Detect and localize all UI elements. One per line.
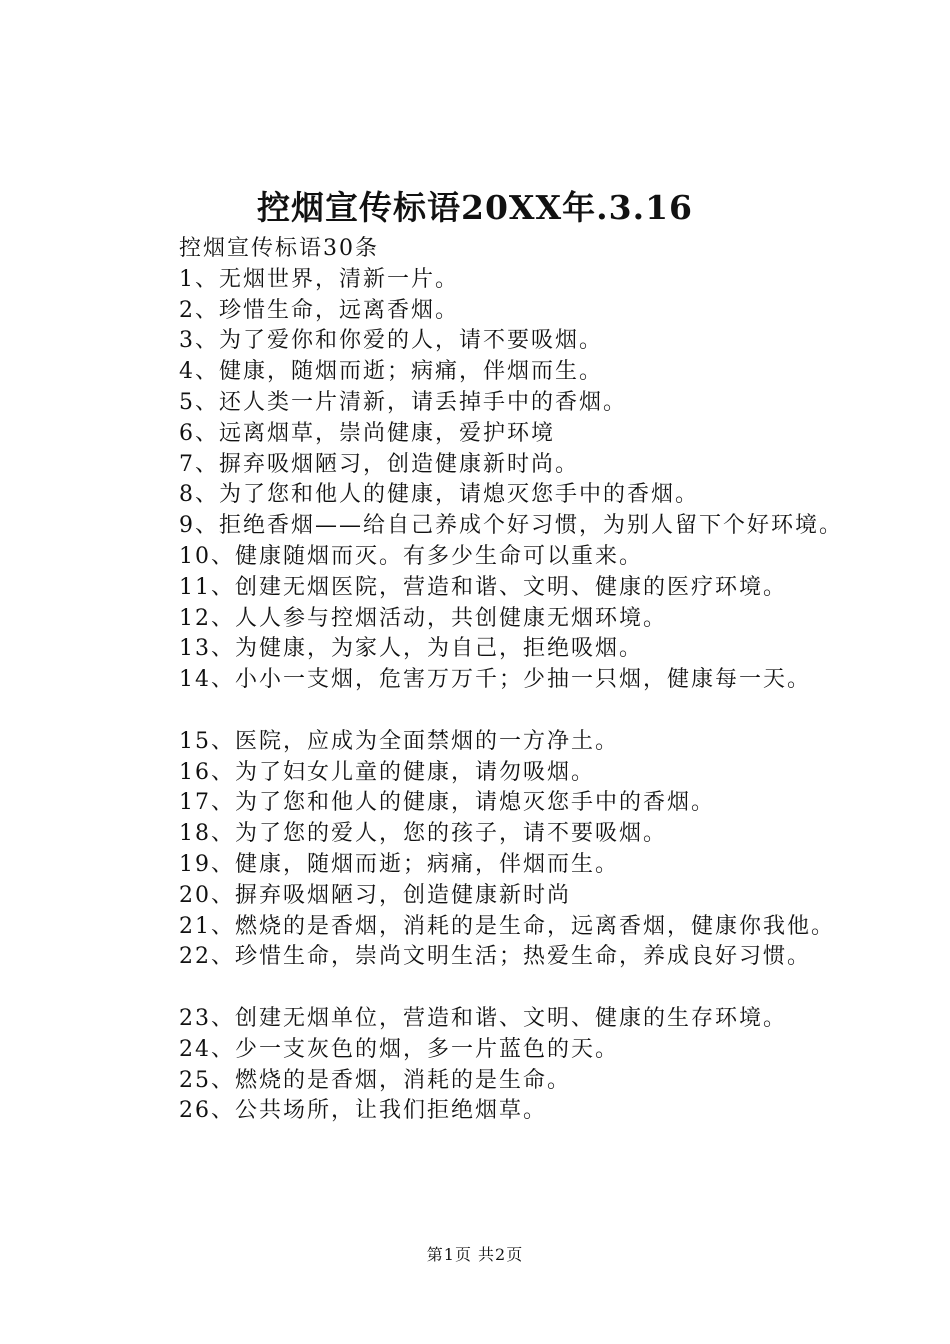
list-item: 4、健康，随烟而逝；病痛，伴烟而生。 [179,359,603,385]
list-item: 14、小小一支烟，危害万万千；少抽一只烟，健康每一天。 [179,667,811,693]
paragraph-gap [131,696,851,727]
list-item: 17、为了您和他人的健康，请熄灭您手中的香烟。 [179,790,715,816]
list-item: 22、珍惜生命，崇尚文明生活；热爱生命，养成良好习惯。 [179,944,811,970]
list-item: 8、为了您和他人的健康，请熄灭您手中的香烟。 [179,482,699,508]
list-item: 7、摒弃吸烟陋习，创造健康新时尚。 [179,451,579,477]
list-item: 26、公共场所，让我们拒绝烟草。 [179,1098,547,1124]
list-item: 18、为了您的爱人，您的孩子，请不要吸烟。 [179,821,667,847]
list-item: 25、燃烧的是香烟，消耗的是生命。 [179,1067,571,1093]
list-item: 19、健康，随烟而逝；病痛，伴烟而生。 [179,851,619,877]
list-item: 15、医院，应成为全面禁烟的一方净土。 [179,728,619,754]
document-subtitle: 控烟宣传标语30条 [179,236,379,261]
page-footer: 第1页 共2页 [426,1245,524,1264]
document-title: 控烟宣传标语20XX年.3.16 [257,188,693,227]
list-item: 24、少一支灰色的烟，多一片蓝色的天。 [179,1036,619,1062]
list-item: 3、为了爱你和你爱的人，请不要吸烟。 [179,328,603,354]
paragraph-gap [131,973,851,1004]
list-item: 20、摒弃吸烟陋习，创造健康新时尚 [179,882,571,908]
list-item: 23、创建无烟单位，营造和谐、文明、健康的生存环境。 [179,1005,787,1031]
list-item: 13、为健康，为家人，为自己，拒绝吸烟。 [179,636,643,662]
list-item: 9、拒绝香烟——给自己养成个好习惯，为别人留下个好环境。 [179,513,843,539]
list-item: 2、珍惜生命，远离香烟。 [179,297,459,323]
list-item: 12、人人参与控烟活动，共创健康无烟环境。 [179,605,667,631]
list-item: 6、远离烟草，崇尚健康，爱护环境 [179,420,555,446]
list-item: 10、健康随烟而灭。有多少生命可以重来。 [179,543,643,569]
list-item: 21、燃烧的是香烟，消耗的是生命，远离香烟，健康你我他。 [179,913,835,939]
document-body [131,234,851,1127]
list-item: 11、创建无烟医院，营造和谐、文明、健康的医疗环境。 [179,574,787,600]
list-item: 16、为了妇女儿童的健康，请勿吸烟。 [179,759,595,785]
list-item: 1、无烟世界，清新一片。 [179,266,459,292]
list-item: 5、还人类一片清新，请丢掉手中的香烟。 [179,389,627,415]
